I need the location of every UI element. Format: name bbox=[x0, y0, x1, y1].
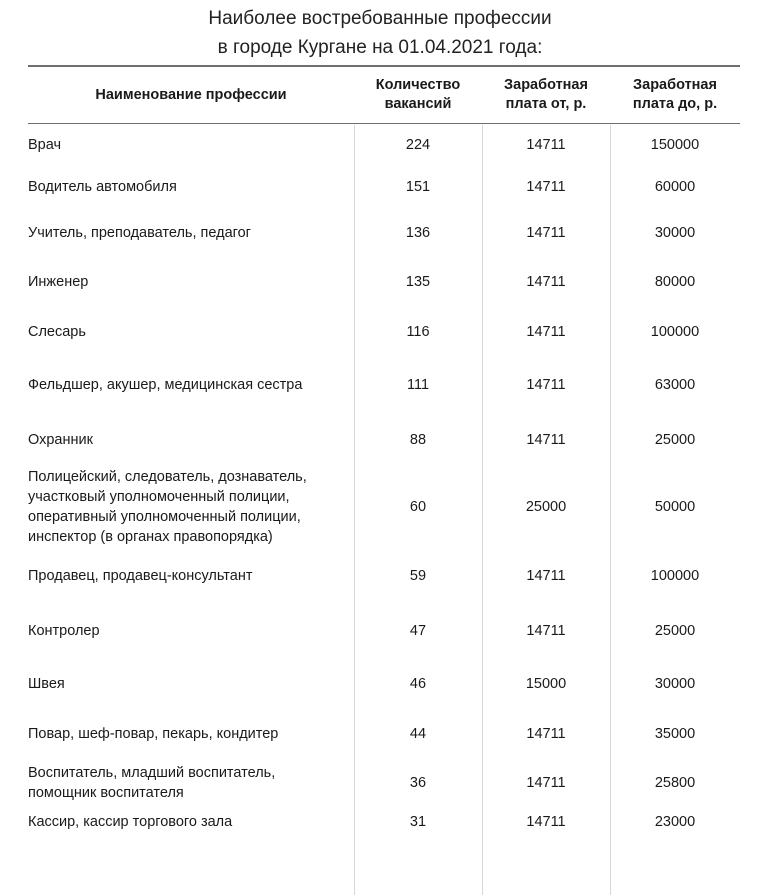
table-row bbox=[28, 208, 740, 257]
salary-from-cell: 14711 bbox=[526, 726, 566, 742]
profession-cell: Охранник bbox=[28, 432, 93, 448]
table-row bbox=[28, 467, 740, 547]
table-row bbox=[28, 357, 740, 413]
salary-to-cell: 100000 bbox=[650, 567, 700, 584]
salary-from-cell: 14711 bbox=[526, 814, 566, 830]
header-profession: Наименование профессии bbox=[95, 86, 287, 103]
salary-from-cell: 14711 bbox=[526, 567, 566, 584]
salary-to-cell: 25000 bbox=[654, 432, 696, 448]
vacancies-cell: 44 bbox=[409, 726, 427, 742]
profession-cell: Полицейский, следователь, дознаватель, участковый уполномоченный полиции, оперативный уполномоченный полиции, инспектор (в органах правопорядка) bbox=[28, 469, 307, 545]
title-line-1: Наиболее востребованные профессии bbox=[208, 8, 552, 29]
table-row bbox=[28, 124, 740, 165]
table-row bbox=[28, 807, 740, 837]
header-salary-from: Заработная плата от, р. bbox=[504, 77, 588, 112]
table-row bbox=[28, 758, 740, 807]
header-vacancies: Количество вакансий bbox=[375, 77, 461, 112]
profession-cell: Фельдшер, акушер, медицинская сестра bbox=[28, 377, 303, 393]
salary-from-cell: 14711 bbox=[526, 377, 566, 393]
profession-cell: Кассир, кассир торгового зала bbox=[28, 814, 233, 830]
salary-from-cell: 14711 bbox=[526, 178, 566, 195]
salary-to-cell: 25800 bbox=[654, 774, 696, 791]
vacancies-cell: 46 bbox=[409, 676, 427, 692]
profession-cell: Учитель, преподаватель, педагог bbox=[28, 224, 251, 241]
salary-to-cell: 23000 bbox=[654, 814, 696, 830]
table-row bbox=[28, 547, 740, 604]
salary-from-cell: 15000 bbox=[525, 676, 567, 692]
header-salary-to: Заработная плата до, р. bbox=[632, 77, 718, 112]
salary-to-cell: 80000 bbox=[654, 274, 696, 290]
salary-to-cell: 150000 bbox=[650, 136, 700, 153]
profession-cell: Инженер bbox=[28, 274, 89, 290]
vacancies-cell: 135 bbox=[405, 274, 431, 290]
salary-from-cell: 25000 bbox=[525, 499, 567, 515]
profession-cell: Продавец, продавец-консультант bbox=[28, 567, 253, 584]
profession-cell: Воспитатель, младший воспитатель, помощник воспитателя bbox=[28, 764, 276, 801]
table-header bbox=[28, 67, 740, 124]
salary-to-cell: 63000 bbox=[654, 377, 696, 393]
vacancies-cell: 116 bbox=[406, 324, 430, 340]
salary-from-cell: 14711 bbox=[526, 623, 566, 639]
vacancies-cell: 224 bbox=[405, 136, 431, 153]
salary-from-cell: 14711 bbox=[526, 432, 566, 448]
vacancies-cell: 36 bbox=[409, 774, 427, 791]
table-row bbox=[28, 257, 740, 307]
table-row bbox=[28, 658, 740, 710]
table-row bbox=[28, 604, 740, 658]
vacancies-cell: 88 bbox=[409, 432, 427, 448]
salary-from-cell: 14711 bbox=[526, 274, 566, 290]
table-row bbox=[28, 710, 740, 758]
profession-cell: Швея bbox=[28, 676, 65, 692]
salary-to-cell: 50000 bbox=[654, 499, 696, 515]
vacancies-cell: 151 bbox=[405, 178, 431, 195]
table-row bbox=[28, 307, 740, 357]
profession-cell: Контролер bbox=[28, 623, 100, 639]
salary-from-cell: 14711 bbox=[526, 224, 566, 241]
salary-to-cell: 30000 bbox=[654, 676, 696, 692]
page-title bbox=[0, 4, 760, 62]
salary-to-cell: 60000 bbox=[654, 178, 696, 195]
vacancies-cell: 60 bbox=[409, 499, 427, 515]
salary-to-cell: 100000 bbox=[650, 324, 700, 340]
profession-cell: Повар, шеф-повар, пекарь, кондитер bbox=[28, 726, 279, 742]
salary-from-cell: 14711 bbox=[526, 136, 566, 153]
profession-cell: Слесарь bbox=[28, 324, 86, 340]
title-line-2: в городе Кургане на 01.04.2021 года: bbox=[217, 37, 543, 58]
vacancies-cell: 59 bbox=[409, 567, 427, 584]
vacancies-cell: 31 bbox=[409, 814, 427, 830]
vacancies-cell: 111 bbox=[406, 377, 430, 393]
profession-cell: Врач bbox=[28, 136, 62, 153]
salary-to-cell: 25000 bbox=[654, 623, 696, 639]
profession-cell: Водитель автомобиля bbox=[28, 178, 177, 195]
salary-to-cell: 30000 bbox=[654, 224, 696, 241]
salary-to-cell: 35000 bbox=[654, 726, 696, 742]
salary-from-cell: 14711 bbox=[526, 324, 566, 340]
professions-table bbox=[28, 65, 740, 837]
table-row bbox=[28, 165, 740, 208]
vacancies-cell: 136 bbox=[405, 224, 431, 241]
table-row bbox=[28, 413, 740, 467]
salary-from-cell: 14711 bbox=[526, 774, 566, 791]
vacancies-cell: 47 bbox=[409, 623, 427, 639]
table-body bbox=[28, 124, 740, 837]
